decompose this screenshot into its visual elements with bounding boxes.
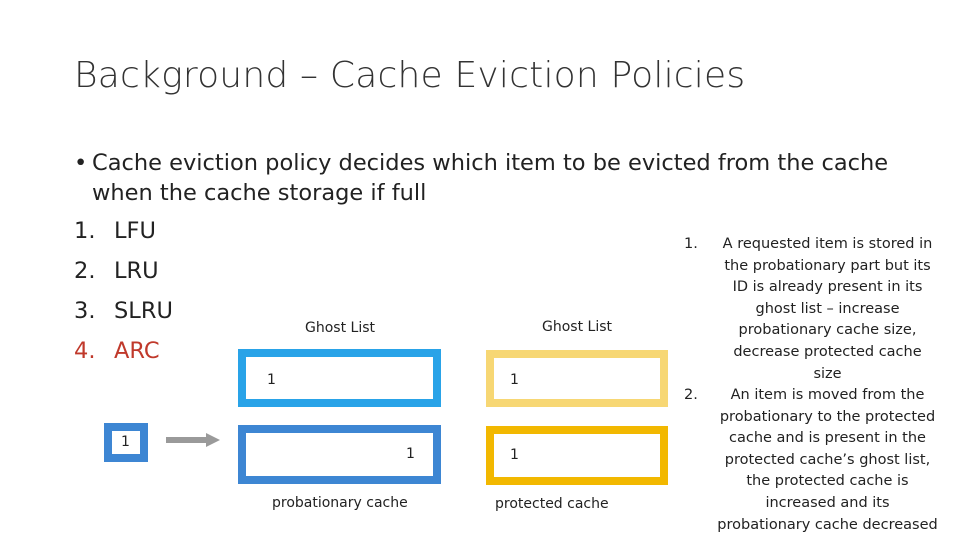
note-line: decrease protected cache xyxy=(733,343,922,360)
protected-cache-value: 1 xyxy=(510,447,519,463)
note-line: protected cache’s ghost list, xyxy=(724,451,931,468)
policy-number: 2. xyxy=(74,258,96,284)
note-line: cache and is present in the xyxy=(729,430,926,447)
note-line: probationary cache decreased xyxy=(717,516,938,533)
ghost-list-label-protected: Ghost List xyxy=(542,319,612,335)
note-2 xyxy=(715,385,940,536)
note-line: A requested item is stored in xyxy=(722,236,933,252)
note-number: 1. xyxy=(684,236,698,252)
note-line: ID is already present in its xyxy=(732,279,923,296)
note-line: probationary to the protected xyxy=(719,408,936,425)
policy-number: 4. xyxy=(74,338,96,364)
incoming-item-value: 1 xyxy=(121,434,130,450)
probationary-ghost-value: 1 xyxy=(267,372,276,388)
bullet-line-2: when the cache storage if full xyxy=(92,180,427,206)
probationary-cache-label: probationary cache xyxy=(272,495,408,511)
note-line: An item is moved from the xyxy=(730,387,925,403)
note-line: size xyxy=(813,365,842,382)
note-number: 2. xyxy=(684,387,698,403)
bullet-dot: • xyxy=(74,150,88,176)
protected-cache-label: protected cache xyxy=(495,496,609,512)
policy-label: LFU xyxy=(114,218,156,244)
note-line: the protected cache is xyxy=(746,473,909,490)
policy-label-arc: ARC xyxy=(114,338,160,364)
note-line: the probationary part but its xyxy=(724,257,931,274)
note-1 xyxy=(715,234,940,385)
arrow-right-icon xyxy=(166,433,220,447)
policy-label: SLRU xyxy=(114,298,173,324)
protected-ghost-value: 1 xyxy=(510,372,519,388)
bullet-line-1: Cache eviction policy decides which item to be evicted from the cache xyxy=(92,150,889,176)
probationary-cache-value: 1 xyxy=(406,446,415,462)
policy-number: 1. xyxy=(74,218,96,244)
slide-title: Background – Cache Eviction Policies xyxy=(74,55,746,96)
ghost-list-label-probationary: Ghost List xyxy=(305,320,375,336)
note-line: ghost list – increase xyxy=(755,300,900,317)
note-line: increased and its xyxy=(765,494,890,511)
policy-number: 3. xyxy=(74,298,96,324)
policy-label: LRU xyxy=(114,258,159,284)
note-line: probationary cache size, xyxy=(738,322,917,339)
